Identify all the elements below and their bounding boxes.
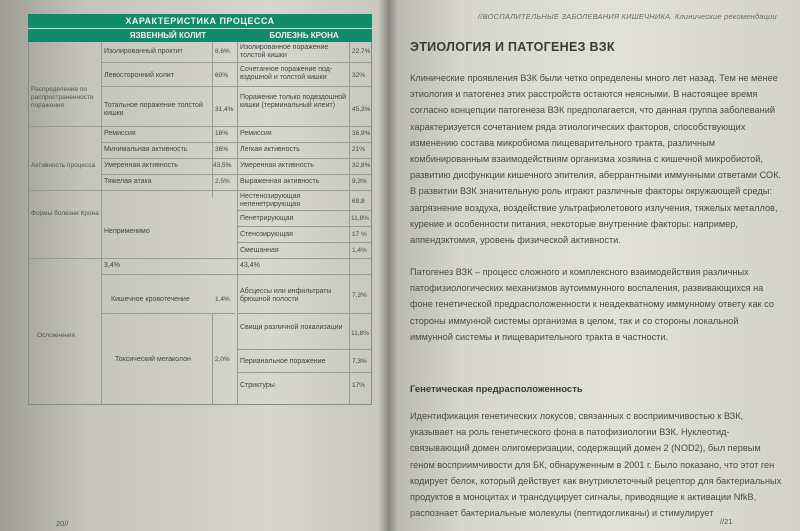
table-cell: 36% — [215, 146, 229, 153]
table-cell: 11,8% — [351, 330, 369, 337]
table-cell: 31,4% — [215, 106, 234, 113]
table-cell: Тяжелая атака — [104, 178, 152, 185]
table-cell: 18% — [215, 130, 229, 137]
table-cell: Токсический мегаколон — [115, 356, 191, 363]
subheading-genetic: Генетическая предрасположенность — [410, 384, 583, 395]
right-page — [388, 0, 800, 531]
category-forms: Формы болезни Крона — [31, 210, 99, 217]
header-ulcerative-colitis: ЯЗВЕННЫЙ КОЛИТ — [129, 31, 207, 40]
table-grid — [28, 42, 372, 405]
table-cell: Умеренная активность — [240, 162, 314, 169]
table-cell: 21% — [352, 146, 366, 153]
right-page-number: //21 — [720, 517, 733, 526]
category-distribution: Распределение по распространенности поражения — [31, 86, 94, 109]
category-complications: Осложнения — [37, 332, 76, 339]
header-crohns-disease: БОЛЕЗНЬ КРОНА — [269, 31, 339, 40]
table-cell: 17 % — [352, 231, 367, 238]
process-characteristics-table — [28, 14, 372, 405]
table-cell: 7,3% — [352, 358, 367, 365]
paragraph-etiology: Клинические проявления ВЗК были четко определены много лет назад. Тем не менее этиология и патогенез этих расстройств остаются неясными. В настоящее время согласно концепции патогенеза ВЗК предполагается, что данная группа заболеваний характеризуется сочетанием ряда этиологических факторов, способствующих изменению состава микробиома пищеварительного тракта, различным комбинированным взаимодействиям организма хозяина с кишечной микробиотой, развитию дисфункции кишечного эпителия, аберрантными иммунными ответами СОК. В развитии ВЗК значительную роль играют различные факторы окружающей среды: загрязнение воздуха, воздействие ультрафиолетового излучения, тяжелых металлов, курение и особенности питания, некоторые внутренние факторы: например, аппендэктомия, уровень физической активности. — [410, 73, 782, 246]
table-cell: 8,6% — [215, 48, 230, 55]
running-head: //ВОСПАЛИТЕЛЬНЫЕ ЗАБОЛЕВАНИЯ КИШЕЧНИКА. Клинические рекомендации — [478, 12, 777, 21]
table-cell: Выраженная активность — [240, 178, 320, 185]
table-cell: Легкая активность — [240, 146, 300, 153]
paragraph-pathogenesis: Патогенез ВЗК – процесс сложного и комплексного взаимодействия различных патофизиологических механизмов аутоиммунного воспаления, развивающихся на фоне генетической предрасположенности к неадекватному иммунному ответу как со стороны иммунной системы организма в целом, так и со стороны локальной иммунной системы и пищеварительного тракта в частности. — [410, 267, 774, 342]
table-cell: 32% — [352, 72, 366, 79]
table-cell: Свищи различной локализации — [240, 324, 343, 331]
table-cell: 43,4% — [240, 262, 260, 269]
table-cell: 1,4% — [352, 247, 367, 254]
table-cell: Смешанная — [240, 247, 279, 254]
table-cell: Минимальная активность — [104, 146, 188, 153]
table-cell: Тотальное поражение толстой кишки — [104, 102, 203, 117]
table-title: ХАРАКТЕРИСТИКА ПРОЦЕССА — [28, 14, 372, 28]
table-cell: Умеренная активность — [104, 162, 178, 169]
header-blank — [28, 29, 100, 42]
table-cell: Нестенозирующая непенетрирующая — [240, 193, 301, 208]
table-cell: 45,3% — [352, 106, 371, 113]
table-cell: Сочетанное поражение под-вздошной и толстой кишки — [240, 66, 333, 81]
table-cell: 11,8% — [351, 215, 369, 222]
table-cell: 22,7% — [352, 48, 371, 55]
table-cell: 43,5% — [213, 162, 232, 169]
left-page — [0, 0, 388, 531]
section-title: ЭТИОЛОГИЯ И ПАТОГЕНЕЗ ВЗК — [410, 40, 615, 54]
table-cell: 60% — [215, 72, 229, 79]
table-cell: Изолированное поражение толстой кишки — [240, 44, 329, 59]
table-cell: Ремиссия — [104, 130, 136, 137]
table-cell: Пенетрирующая — [240, 215, 294, 222]
table-cell: Кишечное кровотечение — [111, 296, 190, 303]
table-cell: 2,0% — [215, 356, 230, 363]
table-cell: 32,8% — [352, 162, 371, 169]
table-cell: Неприменимо — [104, 228, 150, 235]
table-cell: 69,8 — [352, 198, 365, 205]
table-cell: 7,3% — [352, 292, 367, 299]
table-cell: 1,4% — [215, 296, 230, 303]
table-cell: Абсцессы или инфильтраты брюшной полости — [240, 288, 332, 303]
left-page-number: 20// — [56, 519, 69, 528]
table-cell: 36,9% — [352, 130, 371, 137]
table-cell: Ремиссия — [240, 130, 272, 137]
table-cell: Левосторонний колит — [104, 72, 174, 79]
table-cell: 3,4% — [104, 262, 120, 269]
book-gutter — [378, 0, 398, 531]
table-header — [28, 28, 372, 42]
table-cell: 2,5% — [215, 178, 230, 185]
category-activity: Активность процесса — [31, 162, 96, 169]
table-cell: 9,3% — [352, 178, 367, 185]
paragraph-genetic: Идентификация генетических локусов, связанных с восприимчивостью к ВЗК, указывает на роль генетического фона в патофизиологии ВЗК. Нуклеотид-связывающий домен олигомеризации, содержащий домен 2 (NOD2), был первым геном восприимчивости для БК, обнаруженным в 2001 г. Было показано, что этот ген кодирует белок, который действует как внутриклеточный рецептор для бактериальных продуктов в моноцитах и трансдуцирует сигналы, приводящие к активации NfkB, распознает бактериальные молекулы (пептидогликаны) и стимулирует — [410, 411, 782, 519]
table-cell: Стриктуры — [240, 382, 275, 389]
table-cell: Перианальное поражение — [240, 358, 326, 365]
table-cell: Стенозирующая — [240, 231, 293, 238]
table-cell: Изолированный проктит — [104, 48, 183, 55]
table-cell: Поражение только подвздошной кишки (терминальный илеит) — [240, 94, 347, 109]
table-cell: 17% — [352, 382, 366, 389]
